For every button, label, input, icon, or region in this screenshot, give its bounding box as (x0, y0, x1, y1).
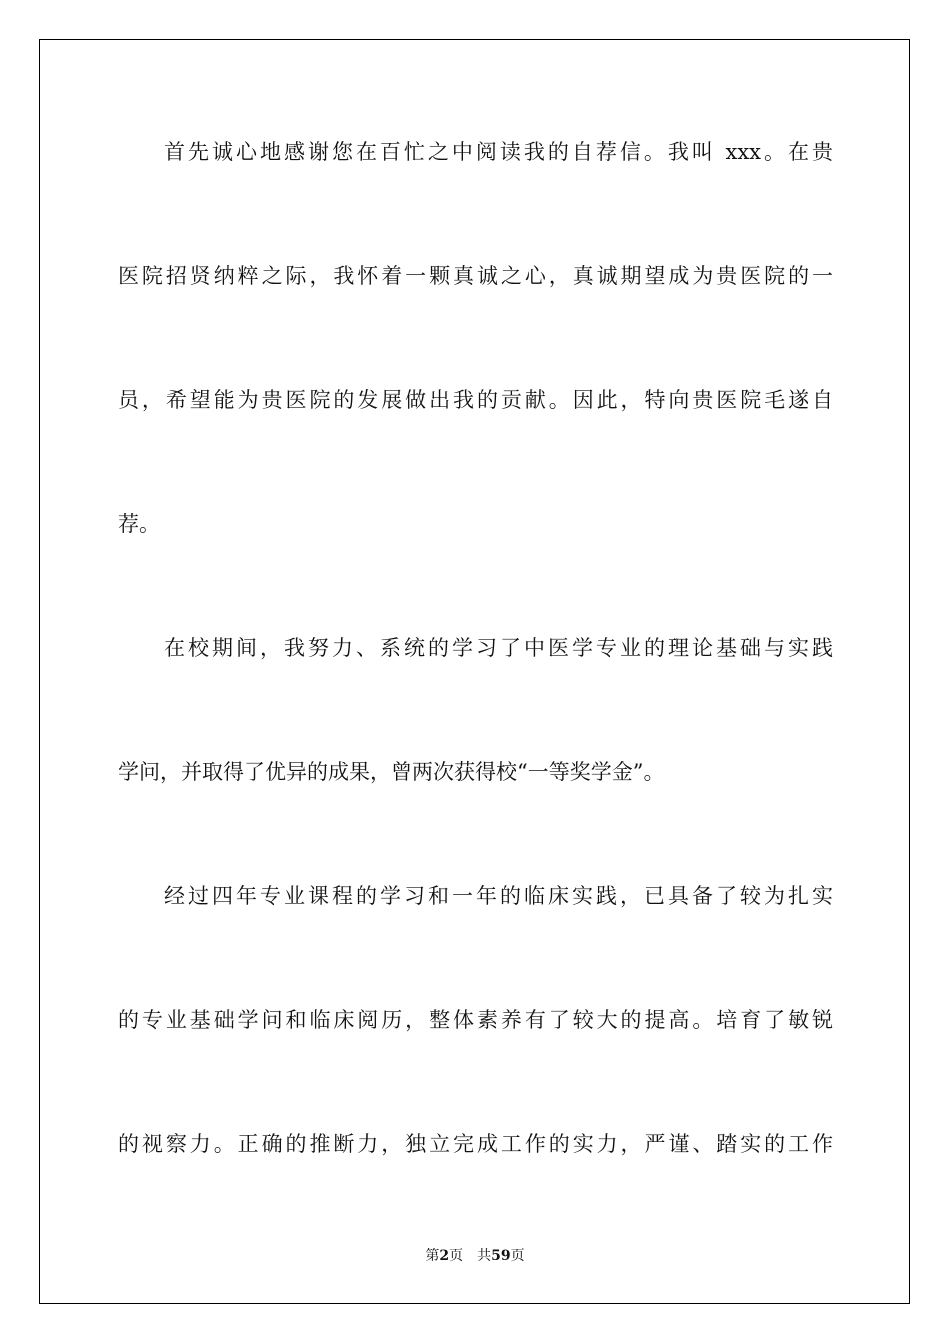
total-prefix: 共 (477, 1248, 492, 1264)
page-border (39, 39, 910, 1304)
total-suffix: 页 (510, 1248, 525, 1264)
paragraph-line: 经过四年专业课程的学习和一年的临床实践，已具备了较为扎实 (164, 884, 833, 908)
page-total: 59 (491, 1248, 511, 1264)
page-footer (0, 1246, 950, 1266)
paragraph-line: 的专业基础学问和临床阅历，整体素养有了较大的提高。培育了敏锐 (118, 1008, 833, 1032)
page-current: 2 (439, 1248, 450, 1264)
paragraph-line: 荐。 (118, 512, 160, 536)
paragraph-line: 的视察力。正确的推断力，独立完成工作的实力，严谨、踏实的工作 (118, 1132, 833, 1156)
paragraph-line: 首先诚心地感谢您在百忙之中阅读我的自荐信。我叫 xxx。在贵 (164, 140, 833, 164)
page-suffix: 页 (449, 1248, 464, 1264)
paragraph-line: 学问，并取得了优异的成果，曾两次获得校“一等奖学金”。 (118, 760, 665, 784)
paragraph-line: 员，希望能为贵医院的发展做出我的贡献。因此，特向贵医院毛遂自 (118, 388, 833, 412)
page-prefix: 第 (425, 1248, 440, 1264)
paragraph-line: 在校期间，我努力、系统的学习了中医学专业的理论基础与实践 (164, 636, 833, 660)
paragraph-line: 医院招贤纳粹之际，我怀着一颗真诚之心，真诚期望成为贵医院的一 (118, 264, 833, 288)
